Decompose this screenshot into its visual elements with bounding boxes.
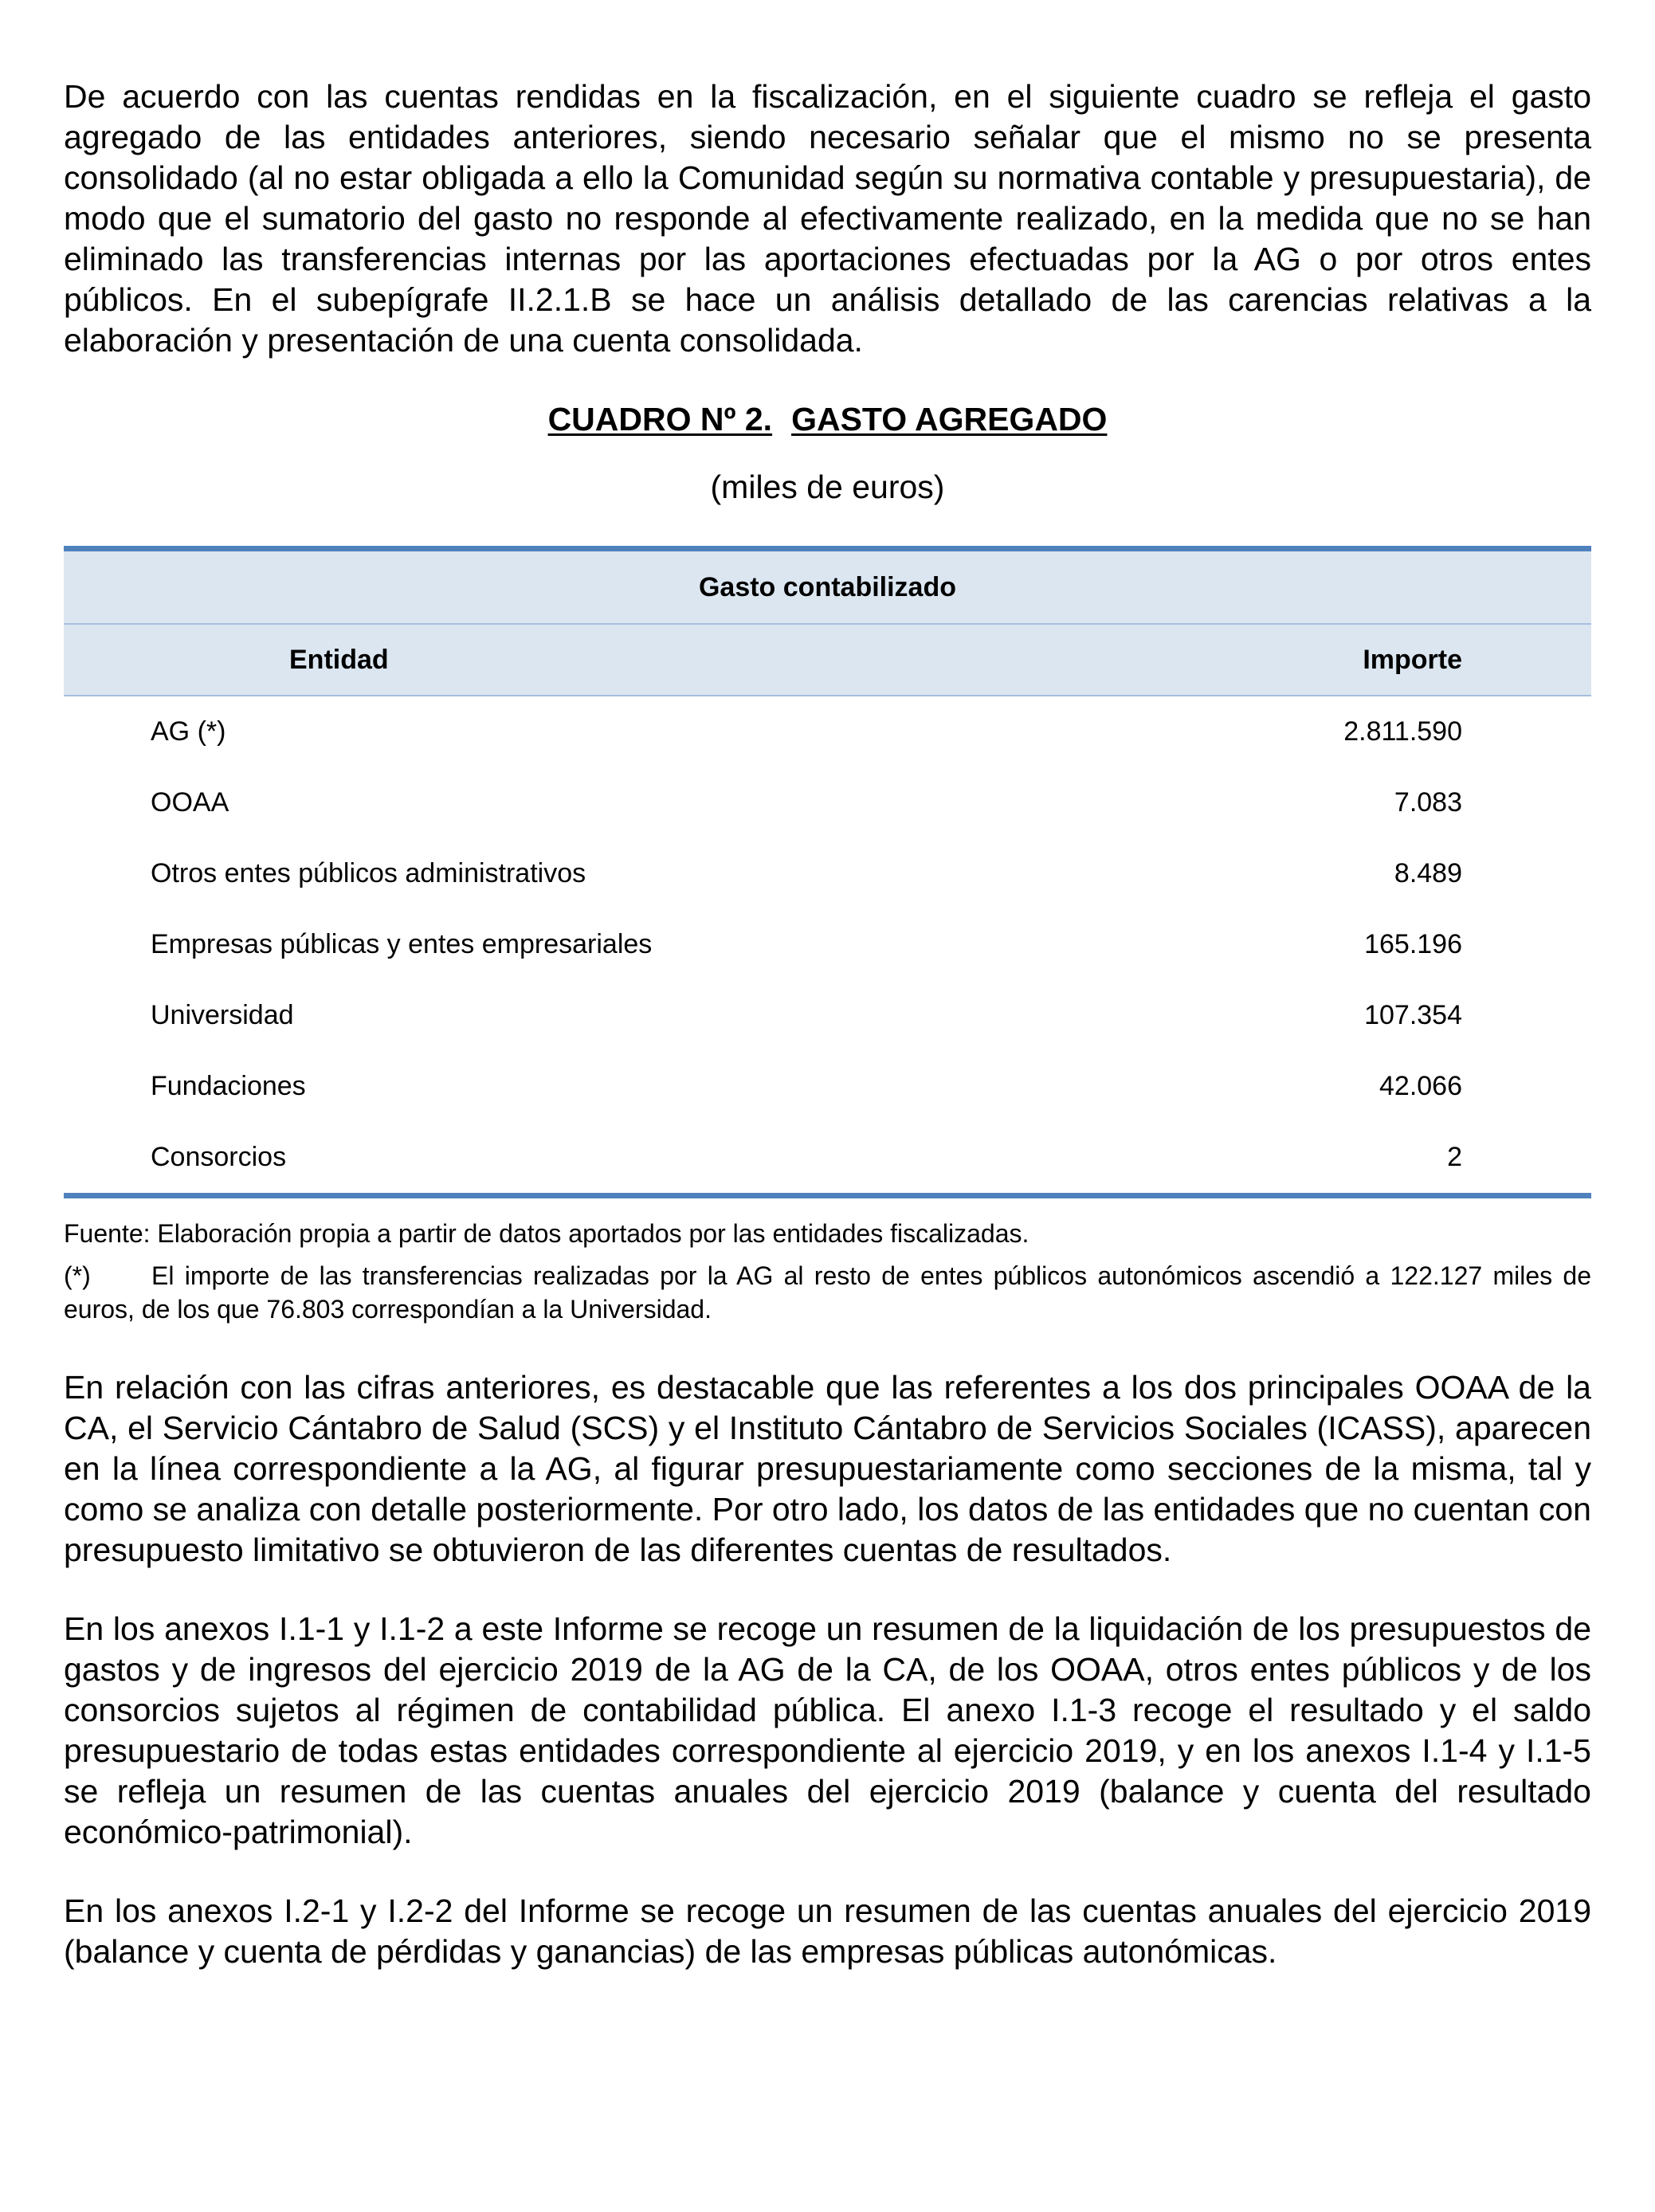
row-amount: 2 (1447, 1142, 1462, 1172)
row-amount: 107.354 (1364, 1000, 1462, 1030)
row-entity: OOAA (151, 787, 229, 818)
row-entity: Empresas públicas y entes empresariales (151, 929, 653, 959)
paragraph-4: En los anexos I.2-1 y I.2-2 del Informe se recoge un resumen de las cuentas anuales del ejercicio 2019 (balance y cuenta de pérdidas y ganancias) de las empresas públicas autonómicas. (64, 1892, 1591, 1970)
table-row (64, 1122, 1591, 1196)
row-entity: Fundaciones (151, 1071, 306, 1101)
group-header: Gasto contabilizado (64, 549, 1591, 625)
column-header-entity: Entidad (64, 624, 1139, 696)
table-title-number: CUADRO Nº 2. (547, 401, 773, 437)
row-amount: 8.489 (1394, 858, 1462, 888)
footnote-text: El importe de las transferencias realizadas por la AG al resto de entes públicos autonómicos ascendió a 122.127 miles de euros, de los que 76.803 correspondían a la Universidad. (64, 1261, 1591, 1324)
row-entity: Consorcios (151, 1142, 287, 1172)
table-title (64, 399, 1591, 440)
table-source: Fuente: Elaboración propia a partir de datos aportados por las entidades fiscalizadas. (64, 1219, 1029, 1248)
row-entity: Universidad (151, 1000, 294, 1030)
intro-paragraph: De acuerdo con las cuentas rendidas en la fiscalización, en el siguiente cuadro se refleja el gasto agregado de las entidades anteriores, siendo necesario señalar que el mismo no se presenta consolidado (al no estar obligada a ello la Comunidad según su normativa contable y presupuestaria), de modo que el sumatorio del gasto no responde al efectivamente realizado, en la medida que no se han eliminado las transferencias internas por las aportaciones efectuadas por la AG o por otros entes públicos. En el subepígrafe II.2.1.B se hace un análisis detallado de las carencias relativas a la elaboración y presentación de una cuenta consolidada. (64, 78, 1591, 359)
footnote-mark: (*) (64, 1261, 91, 1290)
table-row (64, 767, 1591, 838)
paragraph-2: En relación con las cifras anteriores, es destacable que las referentes a los dos principales OOAA de la CA, el Servicio Cántabro de Salud (SCS) y el Instituto Cántabro de Servicios Sociales (ICASS), aparecen en la línea correspondiente a la AG, al figurar presupuestariamente como secciones de la misma, tal y como se analiza con detalle posteriormente. Por otro lado, los datos de las entidades que no cuentan con presupuesto limitativo se obtuvieron de las diferentes cuentas de resultados. (64, 1369, 1591, 1568)
table-row (64, 838, 1591, 909)
table-units: (miles de euros) (710, 469, 945, 505)
table-title-name: GASTO AGREGADO (791, 401, 1108, 437)
table-footnote (64, 1259, 1591, 1326)
row-entity: AG (*) (151, 716, 226, 747)
gasto-agregado-table (64, 546, 1591, 1198)
row-amount: 7.083 (1394, 787, 1462, 818)
document-page (64, 76, 1591, 1972)
row-amount: 42.066 (1379, 1071, 1462, 1101)
table-row (64, 980, 1591, 1051)
row-amount: 2.811.590 (1343, 716, 1462, 747)
table-row (64, 696, 1591, 767)
table-row (64, 1051, 1591, 1122)
table-group-header-row (64, 549, 1591, 625)
column-header-amount: Importe (1139, 624, 1591, 696)
table-column-header-row (64, 624, 1591, 696)
table-row (64, 909, 1591, 980)
paragraph-3: En los anexos I.1-1 y I.1-2 a este Informe se recoge un resumen de la liquidación de los presupuestos de gastos y de ingresos del ejercicio 2019 de la AG de la CA, de los OOAA, otros entes públicos y de los consorcios sujetos al régimen de contabilidad pública. El anexo I.1-3 recoge el resultado y el saldo presupuestario de todas estas entidades correspondiente al ejercicio 2019, y en los anexos I.1-4 y I.1-5 se refleja un resumen de las cuentas anuales del ejercicio 2019 (balance y cuenta del resultado económico-patrimonial). (64, 1610, 1591, 1850)
row-amount: 165.196 (1364, 929, 1462, 959)
row-entity: Otros entes públicos administrativos (151, 858, 586, 888)
